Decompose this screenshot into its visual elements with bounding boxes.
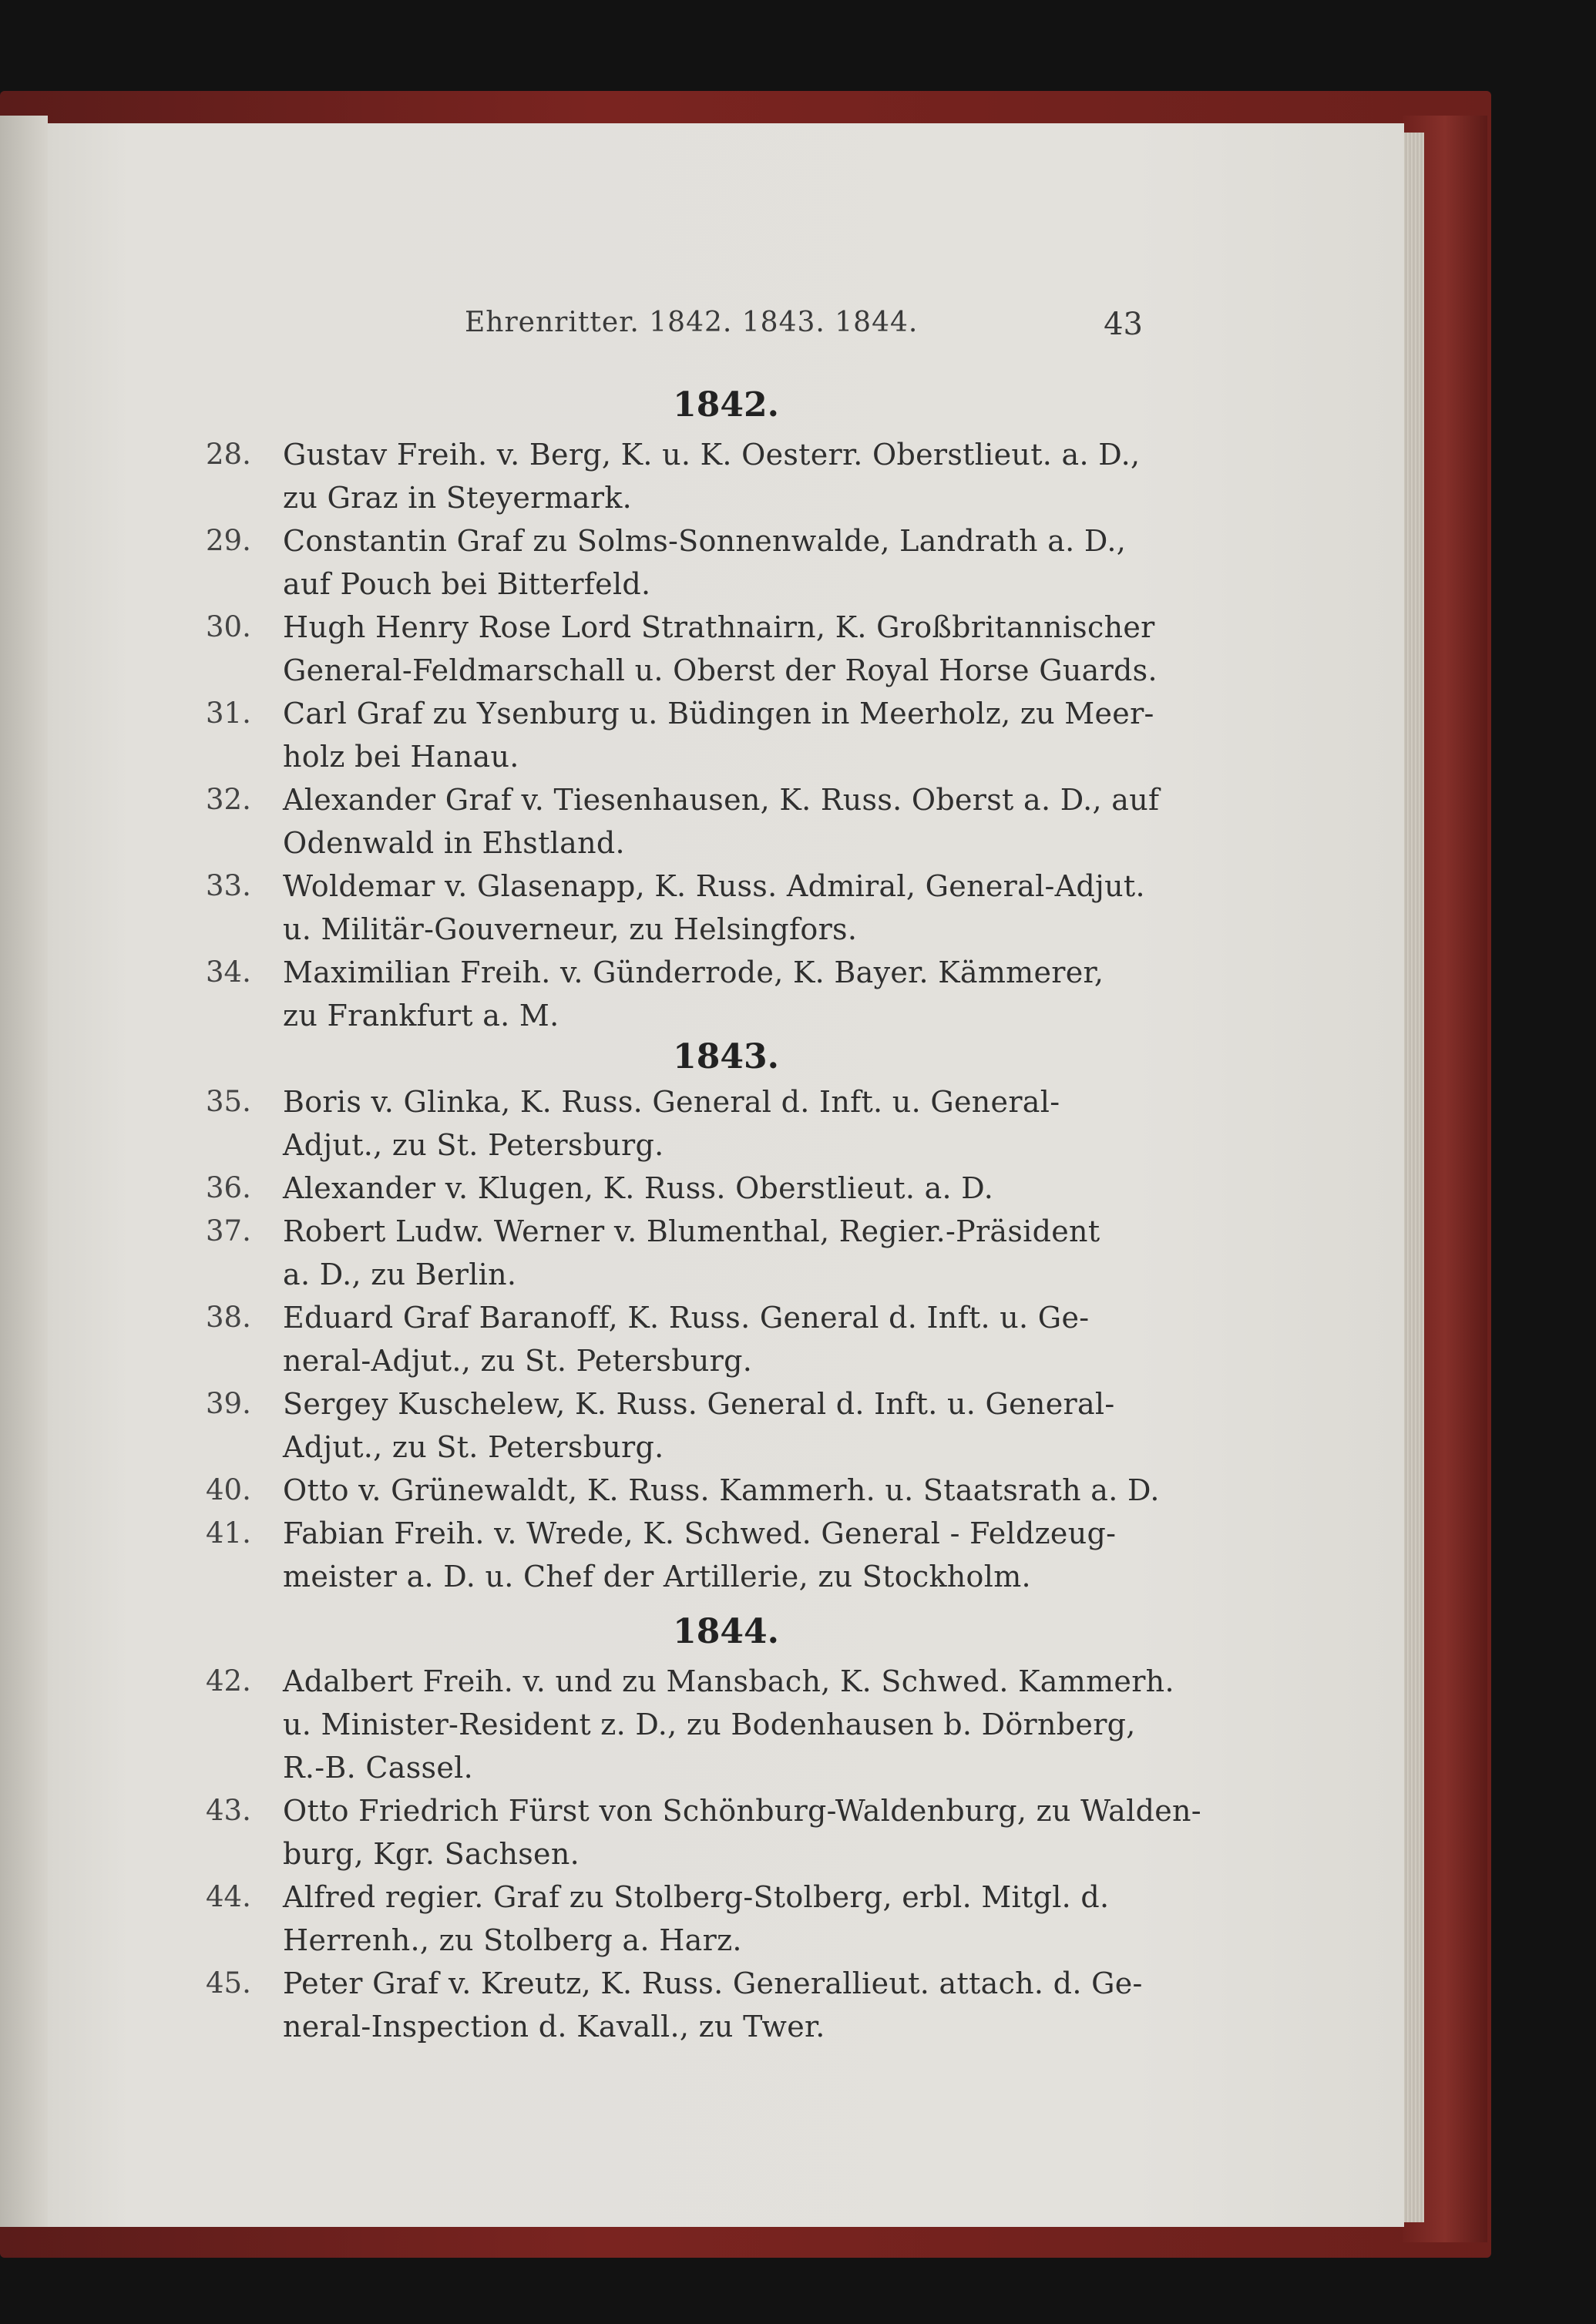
entry-text: Adjut., zu St. Petersburg. [283,1128,664,1162]
entry-text: zu Graz in Steyermark. [283,481,633,515]
entry-text: Alexander Graf v. Tiesenhausen, K. Russ. Oberst a. D., auf [283,783,1160,817]
entry-text: Hugh Henry Rose Lord Strathnairn, K. Großbritannischer [283,610,1155,644]
entry-text: u. Minister-Resident z. D., zu Bodenhausen b. Dörnberg, [283,1708,1136,1741]
entry-number: 35. [206,1085,251,1118]
entry-text: Adalbert Freih. v. und zu Mansbach, K. Schwed. Kammerh. [283,1664,1174,1698]
entry-text: Carl Graf zu Ysenburg u. Büdingen in Meerholz, zu Meer- [283,697,1154,730]
entry-text: Robert Ludw. Werner v. Blumenthal, Regier.-Präsident [283,1214,1100,1248]
section-year: 1843. [673,1037,779,1076]
entry-text: Gustav Freih. v. Berg, K. u. K. Oesterr. Oberstlieut. a. D., [283,438,1141,472]
entry-text: Alfred regier. Graf zu Stolberg-Stolberg, erbl. Mitgl. d. [283,1880,1110,1914]
entry-number: 42. [206,1664,251,1698]
entry-text: zu Frankfurt a. M. [283,999,559,1033]
running-title: Ehrenritter. 1842. 1843. 1844. [465,307,919,338]
entry-number: 29. [206,524,251,557]
page-number: 43 [1104,307,1143,342]
entry-number: 34. [206,955,251,989]
book-page [48,123,1404,2227]
entry-text: a. D., zu Berlin. [283,1258,517,1291]
entry-number: 39. [206,1387,251,1420]
entry-text: Herrenh., zu Stolberg a. Harz. [283,1923,742,1957]
entry-text: Sergey Kuschelew, K. Russ. General d. Inft. u. General- [283,1387,1115,1421]
entry-number: 44. [206,1880,251,1913]
page-edges [1404,133,1424,2222]
entry-text: Boris v. Glinka, K. Russ. General d. Inft. u. General- [283,1085,1060,1119]
entry-number: 32. [206,783,251,816]
entry-text: u. Militär-Gouverneur, zu Helsingfors. [283,912,858,946]
entry-text: Odenwald in Ehstland. [283,826,625,860]
entry-number: 43. [206,1794,251,1827]
entry-text: Eduard Graf Baranoff, K. Russ. General d. Inft. u. Ge- [283,1301,1090,1335]
entry-text: General-Feldmarschall u. Oberst der Royal Horse Guards. [283,653,1158,687]
entry-number: 33. [206,869,251,902]
entry-number: 45. [206,1966,251,2000]
section-year: 1844. [673,1612,779,1651]
facing-page-edge [0,116,48,2227]
entry-text: neral-Inspection d. Kavall., zu Twer. [283,2010,825,2044]
page-header [465,307,1143,353]
entry-text: neral-Adjut., zu St. Petersburg. [283,1344,753,1378]
entry-text: Woldemar v. Glasenapp, K. Russ. Admiral, General-Adjut. [283,869,1145,903]
entry-number: 28. [206,438,251,471]
entry-number: 36. [206,1171,251,1204]
entry-number: 40. [206,1473,251,1506]
entry-number: 31. [206,697,251,730]
section-year: 1842. [673,385,779,425]
entry-text: Otto Friedrich Fürst von Schönburg-Waldenburg, zu Walden- [283,1794,1201,1828]
entry-text: auf Pouch bei Bitterfeld. [283,567,651,601]
entry-text: meister a. D. u. Chef der Artillerie, zu Stockholm. [283,1560,1031,1594]
entry-number: 41. [206,1516,251,1550]
entry-text: burg, Kgr. Sachsen. [283,1837,580,1871]
entry-number: 38. [206,1301,251,1334]
entry-text: Fabian Freih. v. Wrede, K. Schwed. General - Feldzeug- [283,1516,1117,1550]
entry-text: holz bei Hanau. [283,740,519,774]
entry-text: Otto v. Grünewaldt, K. Russ. Kammerh. u. Staatsrath a. D. [283,1473,1160,1507]
entry-text: Maximilian Freih. v. Günderrode, K. Bayer. Kämmerer, [283,955,1104,989]
entry-text: Constantin Graf zu Solms-Sonnenwalde, Landrath a. D., [283,524,1127,558]
entry-text: Alexander v. Klugen, K. Russ. Oberstlieut. a. D. [283,1171,994,1205]
entry-text: Adjut., zu St. Petersburg. [283,1430,664,1464]
entry-number: 30. [206,610,251,643]
entry-number: 37. [206,1214,251,1248]
entry-text: R.-B. Cassel. [283,1751,473,1785]
entry-text: Peter Graf v. Kreutz, K. Russ. Generallieut. attach. d. Ge- [283,1966,1143,2000]
